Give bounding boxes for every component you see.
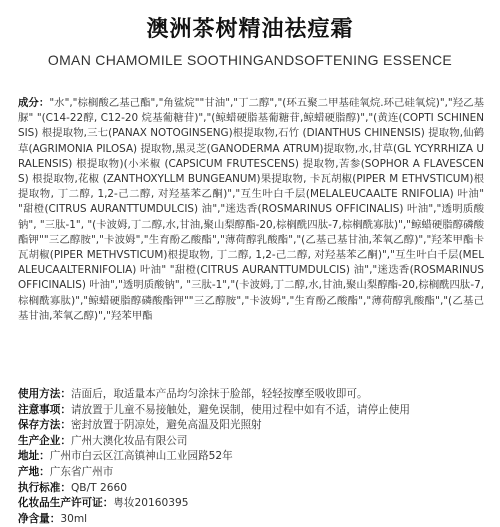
- info-label: 使用方法：: [18, 388, 71, 400]
- info-row-precautions: [18, 403, 484, 419]
- ingredients-text: "水","棕榈酸乙基己酯","角鲨烷""甘油","丁二醇","(环五聚二甲基硅氧烷.环己硅氧烷)","羟乙基脲" "(C14-22醇, C12-20 烷基葡糖苷)","(鲸蜡硬脂基葡糖苷,鲸蜡硬脂醇)","(黄连(COPTI SCHINENSIS) 根提取物,三七(PANAX NOTOGINSENG)根提取物,石竹 (DIANTHUS CHINENSIS) 提取物,仙鹤草(AGRIMONIA PILOSA) 提取物,黑灵芝(GANODERMA ATRUM)提取物,水,甘草(GL YCYRRHIZA URALENSIS) 根提取物)(小米椒 (CAPSICUM FRUTESCENS) 提取物,苦参(SOPHOR A FLAVESCENS) 根提取物,花椒 (ZANTHOXYLLM BUNGEANUM)果提取物, 卡瓦胡椒(PIPER M ETHVSTICUM)根提取物, 丁二醇, 1,2-己二醇, 对羟基苯乙酮)","互生叶白千层(MELALEUCAALTE RNIFOLIA) 叶油" "甜橙(CITRUS AURANTTUMDULCIS) 油","迷迭香(ROSMARINUS OFFICINALIS) 叶油","透明质酸钠", "三肽-1", "(卡波姆,丁二醇,水,甘油,聚山梨醇酯-20,棕榈酰四肽-7,棕榈酰寡肽)","鲸蜡硬脂醇磷酸酯钾""三乙醇胺","卡波姆","生育酚乙酸酯","薄荷醇乳酸酯","(乙基己基甘油,苯氧乙醇)","羟苯甲酯卡瓦胡椒(PIPER METHVSTICUM)根提取物, 丁二醇, 1,2-己二醇, 对羟基苯乙酮)","互生叶白千层(MELALEUCAALTERNIFOLIA) 叶油" "甜橙(CITRUS AURANTTUMDULCIS) 油","迷迭香(ROSMARINUS OFFICINALIS) 叶油","透明质酸钠", "三肽-1","(卡波姆,丁二醇,水,甘油,聚山梨醇酯-20,棕榈酰四肽-7,棕榈酰寡肽)","鲸蜡硬脂醇磷酸酯钾""三乙醇胺","卡波姆","生育酚乙酸酯","薄荷醇乳酸酯","(乙基己基甘油,苯氧乙醇)","羟苯甲酯: [18, 97, 484, 322]
- info-value: 密封放置于阴凉处，避免高温及阳光照射: [70, 419, 262, 432]
- info-label: 化妆品生产许可证：: [18, 497, 114, 510]
- info-value: 30ml: [60, 512, 88, 525]
- product-title-cn: 澳洲茶树精油祛痘霜: [146, 17, 354, 42]
- info-value: 洁面后，取适量本产品均匀涂抹于脸部，轻轻按摩至吸收即可。: [70, 388, 368, 400]
- product-title-en: OMAN CHAMOMILE SOOTHINGANDSOFTENING ESSENCE: [47, 52, 453, 68]
- info-row-address: [18, 449, 484, 465]
- info-label: 保存方法：: [18, 419, 71, 432]
- info-label: 注意事项：: [18, 403, 71, 416]
- info-value: QB/T 2660: [70, 481, 127, 494]
- info-value: 粤妆20160395: [113, 497, 189, 510]
- info-value: 请放置于儿童不易接触处，避免误制，使用过程中如有不适，请停止使用: [70, 403, 410, 416]
- product-info-list: [18, 387, 484, 527]
- ingredients-block: [18, 96, 484, 324]
- info-row-standard: [18, 481, 484, 497]
- info-label: 产地：: [18, 465, 50, 478]
- info-row-origin: [18, 465, 484, 481]
- info-row-net-content: [18, 512, 484, 527]
- info-row-manufacturer: [18, 434, 484, 450]
- info-label: 净含量：: [18, 512, 61, 525]
- info-label: 执行标准：: [18, 481, 71, 494]
- info-row-storage: [18, 418, 484, 434]
- info-value: 广州大澳化妆品有限公司: [70, 434, 188, 447]
- info-row-usage: [18, 387, 484, 403]
- ingredients-label: 成分：: [18, 97, 50, 109]
- info-value: 广州市白云区江高镇神山工业园路52年: [49, 450, 233, 463]
- info-label: 生产企业：: [18, 434, 71, 447]
- info-label: 地址：: [18, 450, 50, 463]
- info-value: 广东省广州市: [49, 465, 114, 478]
- info-row-license: [18, 496, 484, 512]
